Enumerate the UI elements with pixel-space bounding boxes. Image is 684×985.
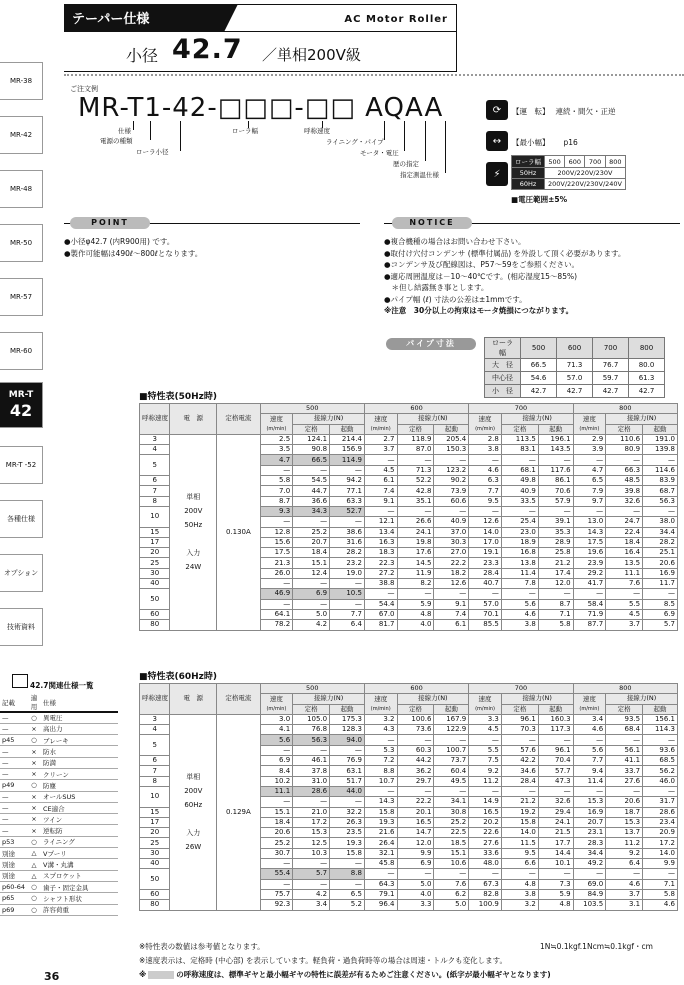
table-row: 10 9.3 34.3 52.7 — — — — — — — — — bbox=[140, 506, 678, 516]
table-row: 50 55.4 5.7 8.8 — — — — — — — — — bbox=[140, 869, 678, 879]
anno-power: 電源の種類 bbox=[100, 137, 133, 145]
list-item: p53 ○ ライニング bbox=[0, 836, 118, 847]
list-item: — × 防満 bbox=[0, 757, 118, 768]
table-60hz: 呼称速度 電 源 定格電流 500 600 700 800 速度 (m/min) 接線力(N) 速度 (m/min) 接線力(N) 速度 (m/min) 接線力(N) 速度 (m/min) 接線力(N) 定格 起動 定格 起動 定格 起動 定格 起動 3 単相 200V 60Hz 入力 26W 0.129A 3.0 105.0 175.3 3.2 100.6 167.9 3.3 96.1 160.3 3.4 93.5 156.1 4 4.1 76.8 128.3 4.3 73.6 122.9 4.5 70.3 117.3 4.6 68.4 114.3 5 5.6 56.3 94.0 — — — — — — — — — — — — 5.3 60.3 100.7 5.5 57.6 96.1 5.6 56.1 93.6 6 6.9 46.1 76.9 7.2 44.2 73.7 7.5 42.2 70.4 7.7 41.1 68.5 7 8.4 37.8 63.1 8.8 36.2 60.4 9.2 34.6 57.7 9.4 33.7 56.2 8 10.2 31.0 51.7 10.7 29.7 49.5 11.2 28.4 47.3 11.4 27.6 46.0 10 11.1 28.6 44.0 — — — — — — — — — — — — 14.3 22.2 34.1 14.9 21.2 32.6 15.3 20.6 31.7 15 15.1 21.0 32.2 15.8 20.1 30.8 16.5 19.2 29.4 16.9 18.7 28.6 17 18.4 17.2 26.3 19.3 16.5 25.2 20.2 15.8 24.1 20.7 15.3 23.4 20 20.6 15.3 23.5 21.6 14.7 22.5 22.6 14.0 21.5 23.1 13.7 20.9 25 25.2 12.5 19.3 26.4 12.0 18.5 27.6 11.5 17.7 28.3 11.2 17.2 30 30.7 10.3 15.8 32.1 9.9 15.1 33.6 9.5 14.4 34.4 9.2 14.0 40 — — — 45.8 6.9 10.6 48.0 6.6 10.1 49.2 6.4 9.9 50 55.4 5.7 8.8 — — — — — — — — — — — — 64.3 5.0 7.6 67.3 4.8 7.3 69.0 4.6 7.1 60 75.7 4.2 6.5 79.1 4.0 6.2 82.8 3.8 5.9 84.9 3.7 5.8 80 92.3 3.4 5.2 96.4 3.3 5.0 100.9 3.2 4.8 103.5 3.1 4.6 bbox=[139, 683, 678, 911]
dotted-divider bbox=[64, 74, 684, 76]
side-tab[interactable]: MR-48 bbox=[0, 170, 43, 208]
list-item: 別途 △ Vプーリ bbox=[0, 848, 118, 859]
notice-title: NOTICE bbox=[392, 217, 472, 229]
side-tab[interactable]: MR-50 bbox=[0, 224, 43, 262]
table-row: 25 25.2 12.5 19.3 26.4 12.0 18.5 27.6 11.5 17.7 28.3 11.2 17.2 bbox=[140, 838, 678, 848]
table-row: 15 12.8 25.2 38.6 13.4 24.1 37.0 14.0 23.0 35.3 14.3 22.4 34.4 bbox=[140, 527, 678, 537]
footnote-2: ※速度表示は、定格時 (中心部) を表示しています。軽負荷・過負荷時等の場合は周速・トルクも変化します。 bbox=[139, 956, 508, 965]
header-jp: テーパー仕様 bbox=[64, 4, 224, 32]
table-row: 40 — — — 45.8 6.9 10.6 48.0 6.6 10.1 49.2 6.4 9.9 bbox=[140, 859, 678, 869]
table-row: 15 15.1 21.0 32.2 15.8 20.1 30.8 16.5 19.2 29.4 16.9 18.7 28.6 bbox=[140, 807, 678, 817]
anno-motor: モータ・電圧 bbox=[360, 149, 399, 157]
title-right: ／単相200V級 bbox=[262, 46, 361, 64]
list-item: 別途 △ スプロケット bbox=[0, 870, 118, 881]
list-item: p69 ○ 許容荷重 bbox=[0, 904, 118, 915]
list-item: 別途 △ V溝・丸溝 bbox=[0, 859, 118, 870]
table-row: 30 30.7 10.3 15.8 32.1 9.9 15.1 33.6 9.5 14.4 34.4 9.2 14.0 bbox=[140, 848, 678, 858]
table-row: 6 6.9 46.1 76.9 7.2 44.2 73.7 7.5 42.2 70.4 7.7 41.1 68.5 bbox=[140, 756, 678, 766]
footnote-3: ※ の呼称速度は、標準ギヤと最小幅ギヤの特性に誤差が有るためご注意ください。(紙字が最小幅ギヤとなります) bbox=[139, 970, 551, 979]
table-row: — — — 12.1 26.6 40.9 12.6 25.4 39.1 13.0 24.7 38.0 bbox=[140, 517, 678, 527]
related-table: 記載 適用 仕様 — ○ 異電圧 — × 高出力 p45 ○ ブレーキ — × 防水 — × 防満 — × クリーン p49 ○ 防塵 — × オールSUS — × CE適合 — × ツイン — × 逆転防 p53 ○ ライニング 別途 △ Vプーリ 別途 △ V溝・丸溝 別途 △ スプロケット p60-64 ○ 歯子・固定金具 p65 ○ シャフト形状 p69 ○ 許容荷重 bbox=[0, 693, 118, 916]
minwidth-value: p16 bbox=[563, 138, 578, 147]
table-row: 60 64.1 5.0 7.7 67.0 4.8 7.4 70.1 4.6 7.1 71.9 4.5 6.9 bbox=[140, 609, 678, 619]
notice-list: ●複合機種の場合はお問い合わせ下さい。 ●取付け穴付コンデンサ (標準付属品) を外設して頂く必要があります。 ●コンデンサ及び配線図は、P57～59をご参照ください。 ●適応周囲温度は－10～40℃です。(相応湿度15～85%) ＊但し結露無き事とします。 ●パイプ幅 (ℓ) 寸法の公差は±1mmです。 ※注意 30分以上の拘束はモータ焼損につながります。 bbox=[384, 237, 626, 315]
table-row: 7 7.0 44.7 77.1 7.4 42.8 73.9 7.7 40.9 70.6 7.9 39.8 68.7 bbox=[140, 486, 678, 496]
table-row: 8 8.7 36.6 63.3 9.1 35.1 60.6 9.5 33.5 57.9 9.7 32.6 56.3 bbox=[140, 496, 678, 506]
table-row: 60 75.7 4.2 6.5 79.1 4.0 6.2 82.8 3.8 5.9 84.9 3.7 5.8 bbox=[140, 889, 678, 899]
table-row: 80 92.3 3.4 5.2 96.4 3.3 5.0 100.9 3.2 4.8 103.5 3.1 4.6 bbox=[140, 900, 678, 910]
list-item: p49 ○ 防塵 bbox=[0, 780, 118, 791]
anno-speed: 呼称速度 bbox=[304, 127, 330, 135]
list-item: — ○ 異電圧 bbox=[0, 712, 118, 723]
table-row: 10 11.1 28.6 44.0 — — — — — — — — — bbox=[140, 786, 678, 796]
list-item: p45 ○ ブレーキ bbox=[0, 735, 118, 746]
pipe-title: パイプ寸法 bbox=[386, 338, 476, 350]
table-row: — — — 5.3 60.3 100.7 5.5 57.6 96.1 5.6 56.1 93.6 bbox=[140, 745, 678, 755]
table-row: 5 4.7 66.5 114.9 — — — — — — — — — bbox=[140, 455, 678, 465]
side-tab[interactable]: MR-42 bbox=[0, 116, 43, 154]
table-row: 5 5.6 56.3 94.0 — — — — — — — — — bbox=[140, 735, 678, 745]
table-row: 30 26.0 12.4 19.0 27.2 11.9 18.2 28.4 11.4 17.4 29.2 11.1 16.9 bbox=[140, 568, 678, 578]
table-50hz: 呼称速度 電 源 定格電流 500 600 700 800 速度 (m/min) 接線力(N) 速度 (m/min) 接線力(N) 速度 (m/min) 接線力(N) 速度 (m/min) 接線力(N) 定格 起動 定格 起動 定格 起動 定格 起動 3 単相 200V 50Hz 入力 24W 0.130A 2.5 124.1 214.4 2.7 118.9 205.4 2.8 113.5 196.1 2.9 110.6 191.0 4 3.5 90.8 156.9 3.7 87.0 150.3 3.8 83.1 143.5 3.9 80.9 139.8 5 4.7 66.5 114.9 — — — — — — — — — — — — 4.5 71.3 123.2 4.6 68.1 117.6 4.7 66.3 114.6 6 5.8 54.5 94.2 6.1 52.2 90.2 6.3 49.8 86.1 6.5 48.5 83.9 7 7.0 44.7 77.1 7.4 42.8 73.9 7.7 40.9 70.6 7.9 39.8 68.7 8 8.7 36.6 63.3 9.1 35.1 60.6 9.5 33.5 57.9 9.7 32.6 56.3 10 9.3 34.3 52.7 — — — — — — — — — — — — 12.1 26.6 40.9 12.6 25.4 39.1 13.0 24.7 38.0 15 12.8 25.2 38.6 13.4 24.1 37.0 14.0 23.0 35.3 14.3 22.4 34.4 17 15.6 20.7 31.6 16.3 19.8 30.3 17.0 18.9 28.9 17.5 18.4 28.2 20 17.5 18.4 28.2 18.3 17.6 27.0 19.1 16.8 25.8 19.6 16.4 25.1 25 21.3 15.1 23.2 22.3 14.5 22.2 23.3 13.8 21.2 23.9 13.5 20.6 30 26.0 12.4 19.0 27.2 11.9 18.2 28.4 11.4 17.4 29.2 11.1 16.9 40 — — — 38.8 8.2 12.6 40.7 7.8 12.0 41.7 7.6 11.7 50 46.9 6.9 10.5 — — — — — — — — — — — — 54.4 5.9 9.1 57.0 5.6 8.7 58.4 5.5 8.5 60 64.1 5.0 7.7 67.0 4.8 7.4 70.1 4.6 7.1 71.9 4.5 6.9 80 78.2 4.2 6.4 81.7 4.0 6.1 85.5 3.8 5.8 87.7 3.7 5.7 bbox=[139, 403, 678, 631]
unit-note: 1N≒0.1kgf.1Ncm≒0.1kgf・cm bbox=[540, 942, 653, 951]
related-icon bbox=[12, 674, 28, 688]
order-label: ご注文例 bbox=[70, 85, 98, 93]
anno-spec2: 歴の指定 bbox=[393, 160, 419, 168]
table-row: — — — 4.5 71.3 123.2 4.6 68.1 117.6 4.7 66.3 114.6 bbox=[140, 465, 678, 475]
anno-spec: 仕様 bbox=[118, 127, 131, 135]
t60-title: ■特性表(60Hz時) bbox=[139, 672, 218, 682]
voltage-note: ■電圧範囲±5% bbox=[511, 195, 568, 204]
list-item: — × 防水 bbox=[0, 746, 118, 757]
title-small: 小径 bbox=[126, 46, 159, 65]
rotation-icon: ⟳ bbox=[486, 100, 508, 120]
table-row: — — — 14.3 22.2 34.1 14.9 21.2 32.6 15.3 20.6 31.7 bbox=[140, 797, 678, 807]
side-tab[interactable]: MR-T -52 bbox=[0, 446, 43, 484]
model-code: MR-T1-42-□□□-□□ AQAA bbox=[78, 93, 444, 123]
list-item: — × CE適合 bbox=[0, 802, 118, 813]
list-item: p60-64 ○ 歯子・固定金具 bbox=[0, 881, 118, 892]
side-tab[interactable]: オプション bbox=[0, 554, 43, 592]
table-row: 3 単相 200V 50Hz 入力 24W 0.130A 2.5 124.1 214.4 2.7 118.9 205.4 2.8 113.5 196.1 2.9 110.6 191.0 bbox=[140, 434, 678, 444]
point-title: POINT bbox=[70, 217, 150, 229]
pipe-table: ローラ幅 500 600 700 800 大 径 66.5 71.3 76.7 80.0 中心径 54.6 57.0 59.7 61.3 小 径 42.7 42.7 42.7 42.7 bbox=[484, 337, 665, 398]
header-en: AC Motor Roller bbox=[344, 14, 448, 25]
table-row: — — — 54.4 5.9 9.1 57.0 5.6 8.7 58.4 5.5 8.5 bbox=[140, 599, 678, 609]
anno-lining: ライニング・パイプ bbox=[326, 138, 384, 146]
footnote-1: ※特性表の数値は参考値となります。 bbox=[139, 942, 265, 951]
table-row: 80 78.2 4.2 6.4 81.7 4.0 6.1 85.5 3.8 5.8 87.7 3.7 5.7 bbox=[140, 620, 678, 630]
anno-temp: 指定測温仕様 bbox=[400, 171, 439, 179]
voltage-table: ローラ幅 500 600 700 800 50Hz 200V/220V/230V 60Hz 200V/220V/230V/240V bbox=[511, 155, 626, 190]
table-row: 6 5.8 54.5 94.2 6.1 52.2 90.2 6.3 49.8 86.1 6.5 48.5 83.9 bbox=[140, 476, 678, 486]
anno-width: ローラ幅 bbox=[232, 127, 258, 135]
side-tab-active[interactable]: MR-T 42 bbox=[0, 382, 43, 428]
list-item: — × オールSUS bbox=[0, 791, 118, 802]
table-row: 4 3.5 90.8 156.9 3.7 87.0 150.3 3.8 83.1 143.5 3.9 80.9 139.8 bbox=[140, 445, 678, 455]
table-row: — — — 64.3 5.0 7.6 67.3 4.8 7.3 69.0 4.6 7.1 bbox=[140, 879, 678, 889]
t50-title: ■特性表(50Hz時) bbox=[139, 392, 218, 402]
lightning-icon: ⚡ bbox=[486, 162, 508, 186]
point-list: ●小径φ42.7 (内R900用) です。 ●製作可能幅は490ℓ～800ℓとなります。 bbox=[64, 237, 203, 258]
related-title: 42.7関連仕様一覧 bbox=[30, 681, 94, 690]
width-icon: ↔ bbox=[486, 131, 508, 151]
table-row: 4 4.1 76.8 128.3 4.3 73.6 122.9 4.5 70.3 117.3 4.6 68.4 114.3 bbox=[140, 725, 678, 735]
table-row: 17 15.6 20.7 31.6 16.3 19.8 30.3 17.0 18.9 28.9 17.5 18.4 28.2 bbox=[140, 537, 678, 547]
table-row: 25 21.3 15.1 23.2 22.3 14.5 22.2 23.3 13.8 21.2 23.9 13.5 20.6 bbox=[140, 558, 678, 568]
list-item: — × ツイン bbox=[0, 814, 118, 825]
rotation-value: 連続・間欠・正逆 bbox=[555, 107, 616, 116]
table-row: 40 — — — 38.8 8.2 12.6 40.7 7.8 12.0 41.7 7.6 11.7 bbox=[140, 579, 678, 589]
table-row: 3 単相 200V 60Hz 入力 26W 0.129A 3.0 105.0 175.3 3.2 100.6 167.9 3.3 96.1 160.3 3.4 93.5 156.1 bbox=[140, 714, 678, 724]
table-row: 8 10.2 31.0 51.7 10.7 29.7 49.5 11.2 28.4 47.3 11.4 27.6 46.0 bbox=[140, 776, 678, 786]
table-row: 17 18.4 17.2 26.3 19.3 16.5 25.2 20.2 15.8 24.1 20.7 15.3 23.4 bbox=[140, 817, 678, 827]
list-item: — × クリーン bbox=[0, 768, 118, 779]
list-item: p65 ○ シャフト形状 bbox=[0, 893, 118, 904]
title-frame bbox=[64, 32, 457, 72]
side-tab[interactable]: MR-57 bbox=[0, 278, 43, 316]
side-tab[interactable]: MR-60 bbox=[0, 332, 43, 370]
rotation-label: 【運 転】 bbox=[512, 107, 550, 116]
table-row: 20 20.6 15.3 23.5 21.6 14.7 22.5 22.6 14.0 21.5 23.1 13.7 20.9 bbox=[140, 828, 678, 838]
list-item: — × 高出力 bbox=[0, 723, 118, 734]
side-tab[interactable]: 技術資料 bbox=[0, 608, 43, 646]
table-row: 20 17.5 18.4 28.2 18.3 17.6 27.0 19.1 16.8 25.8 19.6 16.4 25.1 bbox=[140, 548, 678, 558]
table-row: 50 46.9 6.9 10.5 — — — — — — — — — bbox=[140, 589, 678, 599]
table-row: 7 8.4 37.8 63.1 8.8 36.2 60.4 9.2 34.6 57.7 9.4 33.7 56.2 bbox=[140, 766, 678, 776]
side-tab[interactable]: MR-38 bbox=[0, 62, 43, 100]
minwidth-label: 【最小幅】 bbox=[512, 138, 550, 147]
page-number: 36 bbox=[44, 970, 60, 983]
title-big: 42.7 bbox=[172, 34, 243, 65]
side-tab[interactable]: 各種仕様 bbox=[0, 500, 43, 538]
anno-diameter: ローラ小径 bbox=[136, 148, 169, 156]
list-item: — × 逆転防 bbox=[0, 825, 118, 836]
